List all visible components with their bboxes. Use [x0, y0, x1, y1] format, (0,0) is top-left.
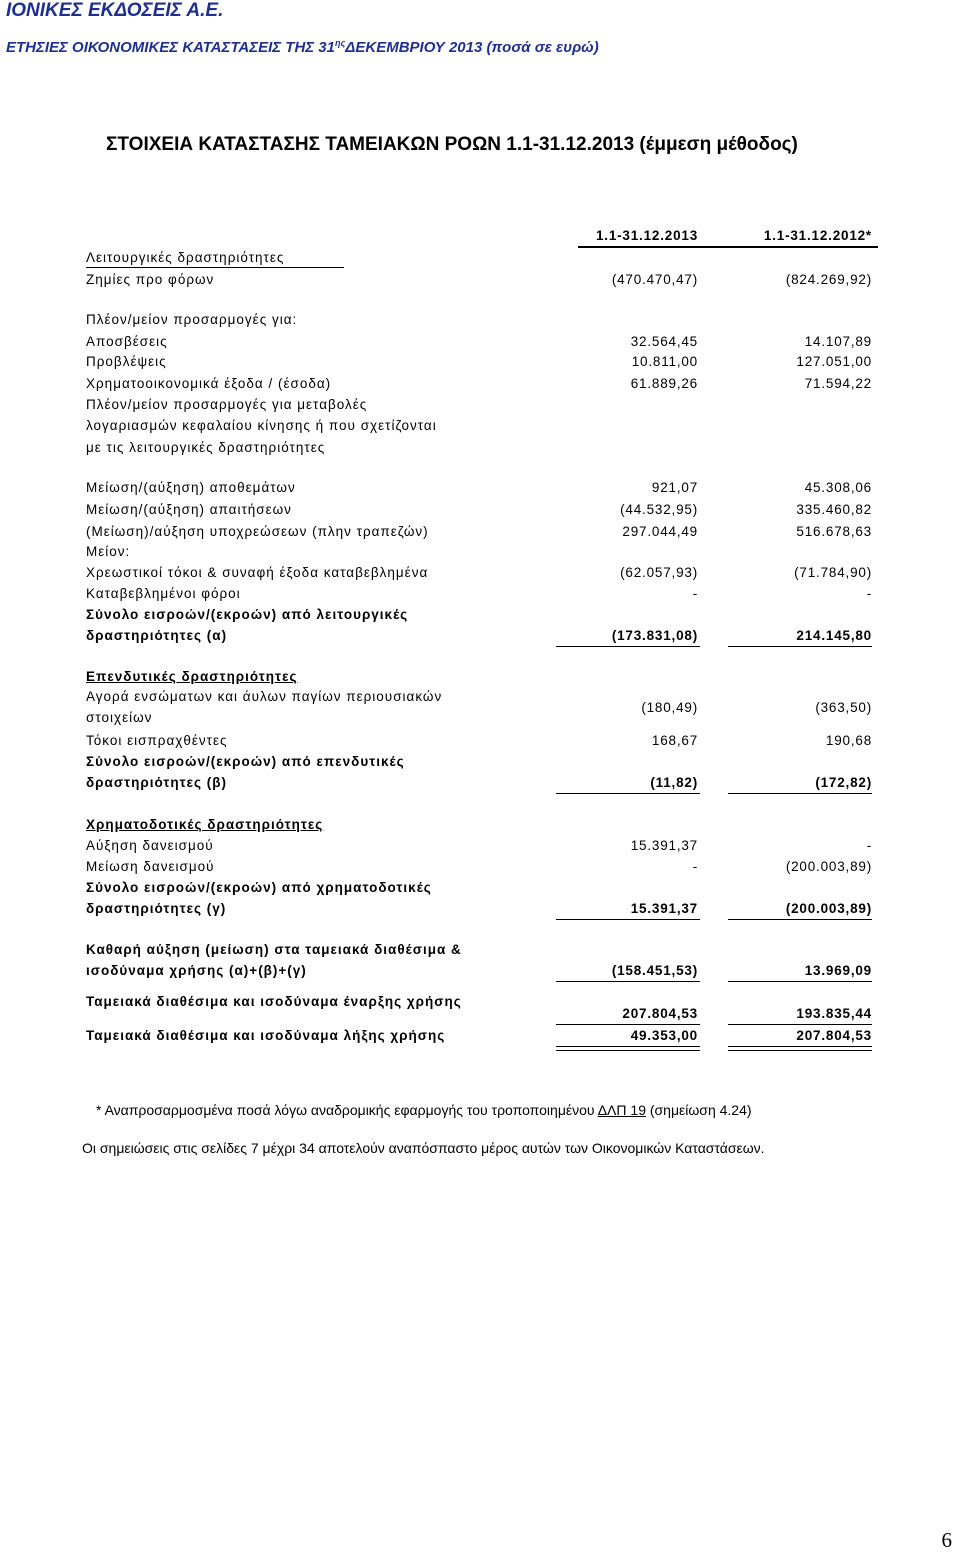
investing-heading: Επενδυτικές δραστηριότητες [86, 669, 298, 684]
borrowing-increase-label: Αύξηση δανεισμού [86, 838, 214, 853]
net-change-label-line2: ισοδύναμα χρήσης (α)+(β)+(γ) [86, 963, 307, 978]
interest-paid-current: (62.057,93) [620, 565, 698, 580]
receivables-current: (44.532,95) [620, 502, 698, 517]
company-name: ΙΟΝΙΚΕΣ ΕΚΔΟΣΕΙΣ Α.Ε. [6, 0, 224, 21]
total-operating-prior: 214.145,80 [796, 628, 872, 643]
cash-end-label: Ταμειακά διαθέσιμα και ισοδύναμα λήξης χρήσης [86, 1028, 446, 1043]
restatement-footnote [96, 1102, 752, 1118]
total-investing-label-line1: Σύνολο εισροών/(εκροών) από επενδυτικές [86, 754, 405, 769]
working-capital-heading-line2: λογαριασμών κεφαλαίου κίνησης ή που σχετίζονται [86, 418, 437, 433]
subtitle-text-pre: ΕΤΗΣΙΕΣ ΟΙΚΟΝΟΜΙΚΕΣ ΚΑΤΑΣΤΑΣΕΙΣ ΤΗΣ 31 [6, 39, 335, 56]
liabilities-label: (Μείωση)/αύξηση υποχρεώσεων (πλην τραπεζών) [86, 524, 429, 539]
liabilities-current: 297.044,49 [622, 524, 698, 539]
operating-heading-underline [86, 267, 344, 268]
finance-costs-prior: 71.594,22 [804, 376, 872, 391]
finance-costs-current: 61.889,26 [630, 376, 698, 391]
total-investing-prior-underline [728, 793, 872, 794]
total-financing-label-line2: δραστηριότητες (γ) [86, 901, 227, 916]
subtitle-text-post: ΔΕΚΕΜΒΡΙΟΥ 2013 (ποσά σε ευρώ) [345, 39, 599, 56]
capex-label-line1: Αγορά ενσώματων και άυλων παγίων περιουσιακών [86, 689, 443, 704]
depreciation-prior: 14.107,89 [804, 334, 872, 349]
total-financing-prior-underline [728, 919, 872, 920]
notes-reference: Οι σημειώσεις στις σελίδες 7 μέχρι 34 αποτελούν αναπόσπαστο μέρος αυτών των Οικονομικών Καταστάσεων. [82, 1140, 765, 1156]
cash-start-current-underline [556, 1024, 700, 1025]
cash-start-prior-underline [728, 1024, 872, 1025]
total-investing-current-underline [556, 793, 700, 794]
net-change-current-underline [556, 981, 700, 982]
inventories-label: Μείωση/(αύξηση) αποθεμάτων [86, 480, 296, 495]
total-operating-label-line2: δραστηριότητες (α) [86, 628, 228, 643]
receivables-label: Μείωση/(αύξηση) απαιτήσεων [86, 502, 292, 517]
total-investing-label-line2: δραστηριότητες (β) [86, 775, 228, 790]
column-header-current: 1.1-31.12.2013 [595, 228, 698, 243]
net-change-prior-underline [728, 981, 872, 982]
less-heading: Μείον: [86, 544, 131, 559]
depreciation-label: Αποσβέσεις [86, 334, 168, 349]
total-financing-label-line1: Σύνολο εισροών/(εκροών) από χρηματοδοτικές [86, 880, 432, 895]
total-operating-current-underline [556, 646, 700, 647]
receivables-prior: 335.460,82 [796, 502, 872, 517]
taxes-paid-label: Καταβεβλημένοι φόροι [86, 586, 241, 601]
column-header-prior: 1.1-31.12.2012* [763, 228, 872, 243]
capex-label-line2: στοιχείων [86, 710, 153, 725]
cash-start-label: Ταμειακά διαθέσιμα και ισοδύναμα έναρξης χρήσης [86, 994, 462, 1009]
total-investing-prior: (172,82) [815, 775, 872, 790]
cash-end-current-double-underline [556, 1046, 700, 1051]
page-number: 6 [941, 1528, 952, 1552]
capex-prior: (363,50) [815, 700, 872, 715]
cash-start-prior: 193.835,44 [796, 1006, 872, 1021]
total-investing-current: (11,82) [650, 775, 698, 790]
total-financing-prior: (200.003,89) [785, 901, 872, 916]
net-change-prior: 13.969,09 [804, 963, 872, 978]
page-title: ΣΤΟΙΧΕΙΑ ΚΑΤΑΣΤΑΣΗΣ ΤΑΜΕΙΑΚΩΝ ΡΟΩΝ 1.1-31.12.2013 (έμμεση μέθοδος) [106, 134, 798, 155]
provisions-current: 10.811,00 [631, 354, 698, 369]
provisions-label: Προβλέψεις [86, 354, 167, 369]
loss-before-tax-current: (470.470,47) [611, 272, 698, 287]
footnote-standard-ref: ΔΛΠ 19 [597, 1102, 646, 1118]
borrowing-decrease-prior: (200.003,89) [785, 859, 872, 874]
interest-paid-label: Χρεωστικοί τόκοι & συναφή έξοδα καταβεβλημένα [86, 565, 429, 580]
depreciation-current: 32.564,45 [630, 334, 698, 349]
inventories-current: 921,07 [651, 480, 698, 495]
finance-costs-label: Χρηματοοικονομικά έξοδα / (έσοδα) [86, 376, 332, 391]
borrowing-decrease-current: - [692, 859, 698, 874]
capex-current: (180,49) [641, 700, 698, 715]
taxes-paid-current: - [692, 586, 698, 601]
operating-heading: Λειτουργικές δραστηριότητες [86, 250, 285, 265]
financing-heading: Χρηματοδοτικές δραστηριότητες [86, 817, 324, 832]
subtitle-superscript: ης [335, 38, 346, 48]
borrowing-increase-prior: - [866, 838, 872, 853]
working-capital-heading-line1: Πλέον/μείον προσαρμογές για μεταβολές [86, 397, 368, 412]
net-change-label-line1: Καθαρή αύξηση (μείωση) στα ταμειακά διαθέσιμα & [86, 942, 462, 957]
footnote-text-post: (σημείωση 4.24) [645, 1102, 752, 1118]
total-financing-current-underline [556, 919, 700, 920]
working-capital-heading-line3: με τις λειτουργικές δραστηριότητες [86, 440, 326, 455]
interest-received-current: 168,67 [651, 733, 698, 748]
cash-end-prior: 207.804,53 [796, 1028, 872, 1043]
interest-received-prior: 190,68 [825, 733, 872, 748]
net-change-current: (158.451,53) [611, 963, 698, 978]
total-operating-label-line1: Σύνολο εισροών/(εκροών) από λειτουργικές [86, 607, 409, 622]
loss-before-tax-label: Ζημίες προ φόρων [86, 272, 215, 287]
interest-paid-prior: (71.784,90) [794, 565, 872, 580]
total-financing-current: 15.391,37 [630, 901, 698, 916]
cash-end-prior-double-underline [728, 1046, 872, 1051]
liabilities-prior: 516.678,63 [796, 524, 872, 539]
footnote-text-pre: * Αναπροσαρμοσμένα ποσά λόγω αναδρομικής εφαρμογής του τροποποιημένου [96, 1102, 598, 1118]
interest-received-label: Τόκοι εισπραχθέντες [86, 733, 228, 748]
borrowing-decrease-label: Μείωση δανεισμού [86, 859, 215, 874]
total-operating-current: (173.831,08) [611, 628, 698, 643]
adjustments-heading: Πλέον/μείον προσαρμογές για: [86, 312, 298, 327]
cash-start-current: 207.804,53 [622, 1006, 698, 1021]
taxes-paid-prior: - [866, 586, 872, 601]
inventories-prior: 45.308,06 [804, 480, 872, 495]
borrowing-increase-current: 15.391,37 [630, 838, 698, 853]
report-subtitle [6, 38, 599, 56]
total-operating-prior-underline [728, 646, 872, 647]
loss-before-tax-prior: (824.269,92) [785, 272, 872, 287]
cash-end-current: 49.353,00 [630, 1028, 698, 1043]
header-rule [578, 246, 878, 248]
provisions-prior: 127.051,00 [796, 354, 872, 369]
